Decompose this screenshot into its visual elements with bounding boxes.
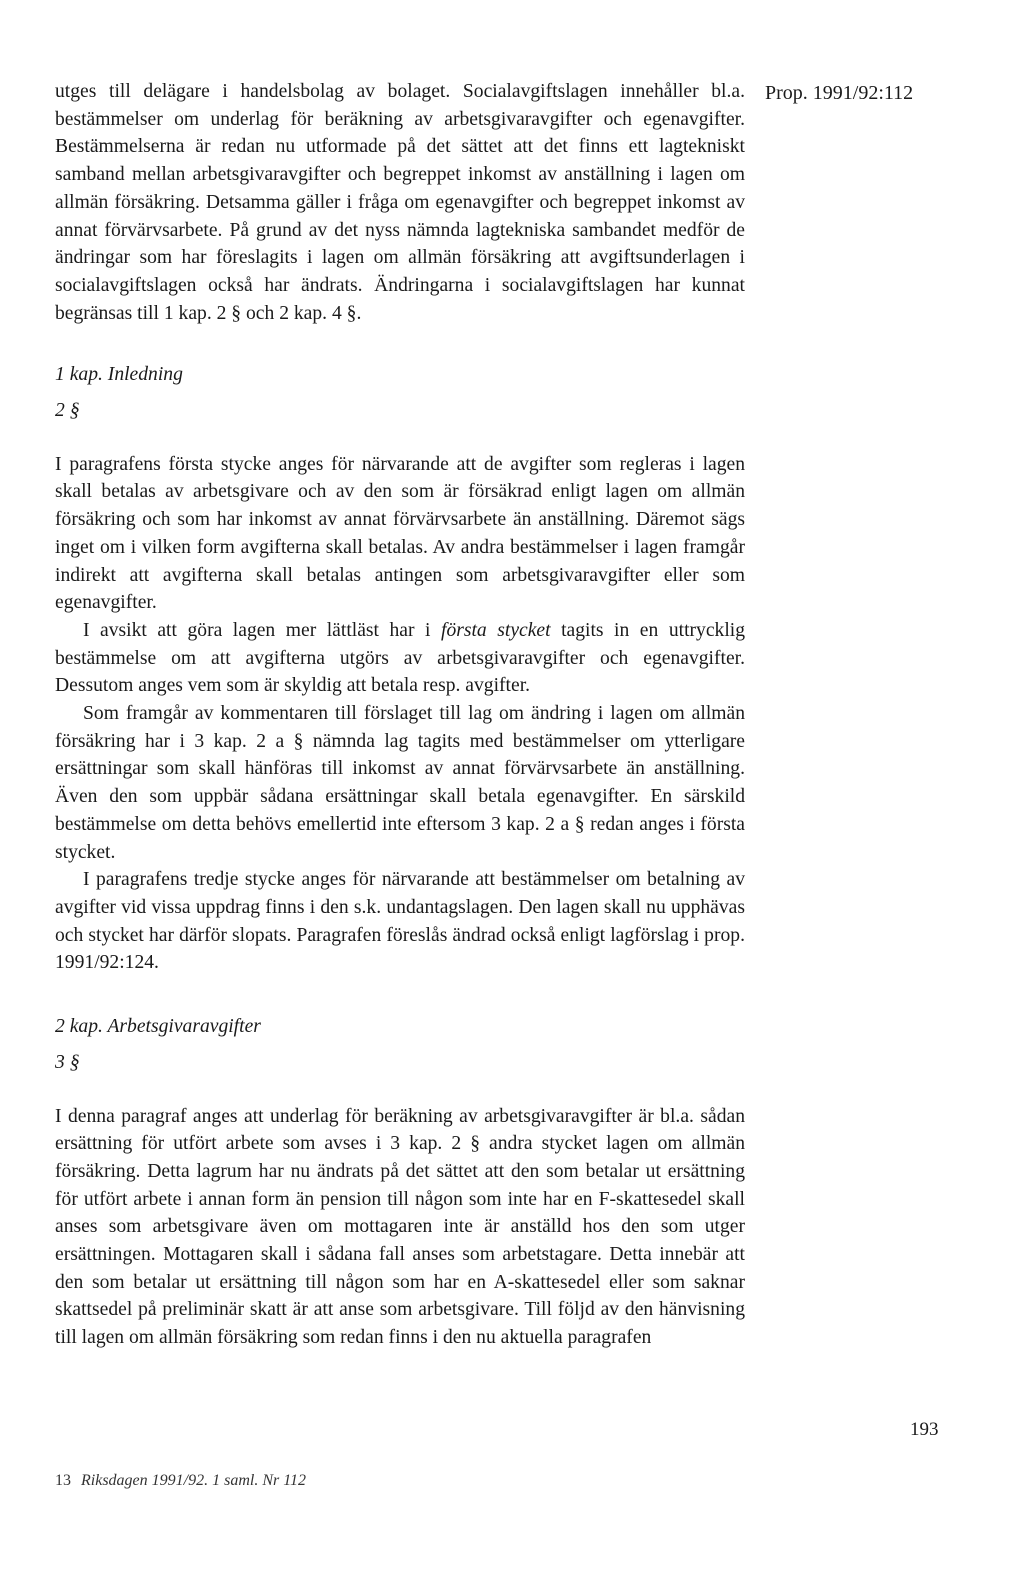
- section-2-paragraph-3: Som framgår av kommentaren till förslaget till lag om ändring i lagen om allmän försäkring har i 3 kap. 2 a § nämnda lag tagits med bestämmelser om ytterligare ersättningar som skall hänföras till inkomst av annat förvärvsarbete än anställning. Även den som uppbär sådana ersättningar skall betala egenavgifter. En särskild bestämmelse om detta behövs emellertid inte eftersom 3 kap. 2 a § redan anges i första stycket.: [55, 703, 745, 863]
- section-2-paragraph-1: I paragrafens första stycke anges för närvarande att de avgifter som regleras i lagen skall betalas av arbetsgivare och av den som är försäkrad enligt lagen om allmän försäkring och som har inkomst av annat förvärvsarbete än anställning. Däremot sägs inget om i vilken form avgifterna skall betalas. Av andra bestämmelser i lagen framgår indirekt att avgifterna skall betalas antingen som arbetsgivaravgifter eller som egenavgifter.: [55, 453, 745, 614]
- printing-signature-number: 13: [55, 1472, 71, 1489]
- chapter-2-number: 2 kap.: [55, 1016, 103, 1038]
- section-2-paragraph-2: I avsikt att göra lagen mer lättläst har i första stycket tagits in en uttrycklig bestämmelse om att avgifterna utgörs av arbetsgivaravgifter och egenavgifter. Dessutom anges vem som är skyldig att betala resp. avgifter.: [55, 619, 746, 697]
- intro-paragraph: utges till delägare i handelsbolag av bolaget. Socialavgiftslagen innehåller bl.a. bestämmelser om underlag för beräkning av arbetsgivaravgifter och egenavgifter. Bestämmelserna är redan nu utformade på det sättet att det finns ett lagtekniskt samband mellan arbetsgivaravgifter och begreppet inkomst av anställning i lagen om allmän försäkring. Detsamma gäller i fråga om egenavgifter och begreppet inkomst av annat förvärvsarbete. På grund av det nyss nämnda lagtekniska sambandet medför de ändringar som har föreslagits i lagen om allmän försäkring att avgiftsunderlagen i socialavgiftslagen också har ändrats. Ändringarna i socialavgiftslagen har kunnat begränsas till 1 kap. 2 § och 2 kap. 4 §.: [55, 81, 745, 324]
- first-paragraph-emphasis: första stycket: [441, 619, 551, 641]
- chapter-1-number: 1 kap.: [55, 364, 103, 386]
- section-2-paragraph-4: I paragrafens tredje stycke anges för närvarande att bestämmelser om betalning av avgifter vid vissa uppdrag finns i den s.k. undantagslagen. Den lagen skall nu upphävas och stycket har därför slopats. Paragrafen föreslås ändrad också enligt lagförslag i prop. 1991/92:124.: [55, 869, 745, 974]
- section-2-paragraph-sign: 2 §: [55, 400, 80, 422]
- chapter-2-title: Arbetsgivaravgifter: [107, 1016, 261, 1038]
- page-number: 193: [910, 1419, 939, 1440]
- section-3-paragraph-sign: 3 §: [55, 1051, 80, 1073]
- chapter-2-heading: [55, 1013, 745, 1041]
- footer-text: Riksdagen 1991/92. 1 saml. Nr 112: [81, 1472, 307, 1489]
- body-column: [55, 78, 745, 1352]
- proposition-reference: Prop. 1991/92:112: [765, 82, 914, 104]
- chapter-1-title: Inledning: [107, 364, 183, 386]
- page-footer: [55, 1470, 306, 1492]
- chapter-1-heading: [55, 361, 745, 389]
- section-3-paragraph-1: I denna paragraf anges att underlag för beräkning av arbetsgivaravgifter är bl.a. sådan ersättning för utfört arbete som avses i 3 kap. 2 § andra stycket lagen om allmän försäkring. Detta lagrum har nu ändrats på det sättet att den som betalar ut ersättning för utfört arbete i annan form än pension till någon som inte har en F-skattesedel skall anses som arbetsgivare även om mottagaren inte är anställd hos den som utger ersättningen. Mottagaren skall i sådana fall anses som arbetstagare. Detta innebär att den som betalar ut ersättning till någon som har en A-skattesedel eller som saknar skattsedel på preliminär skatt är att anse som arbetsgivare. Till följd av den hänvisning till lagen om allmän försäkring som redan finns i den nu aktuella paragrafen: [55, 1105, 745, 1349]
